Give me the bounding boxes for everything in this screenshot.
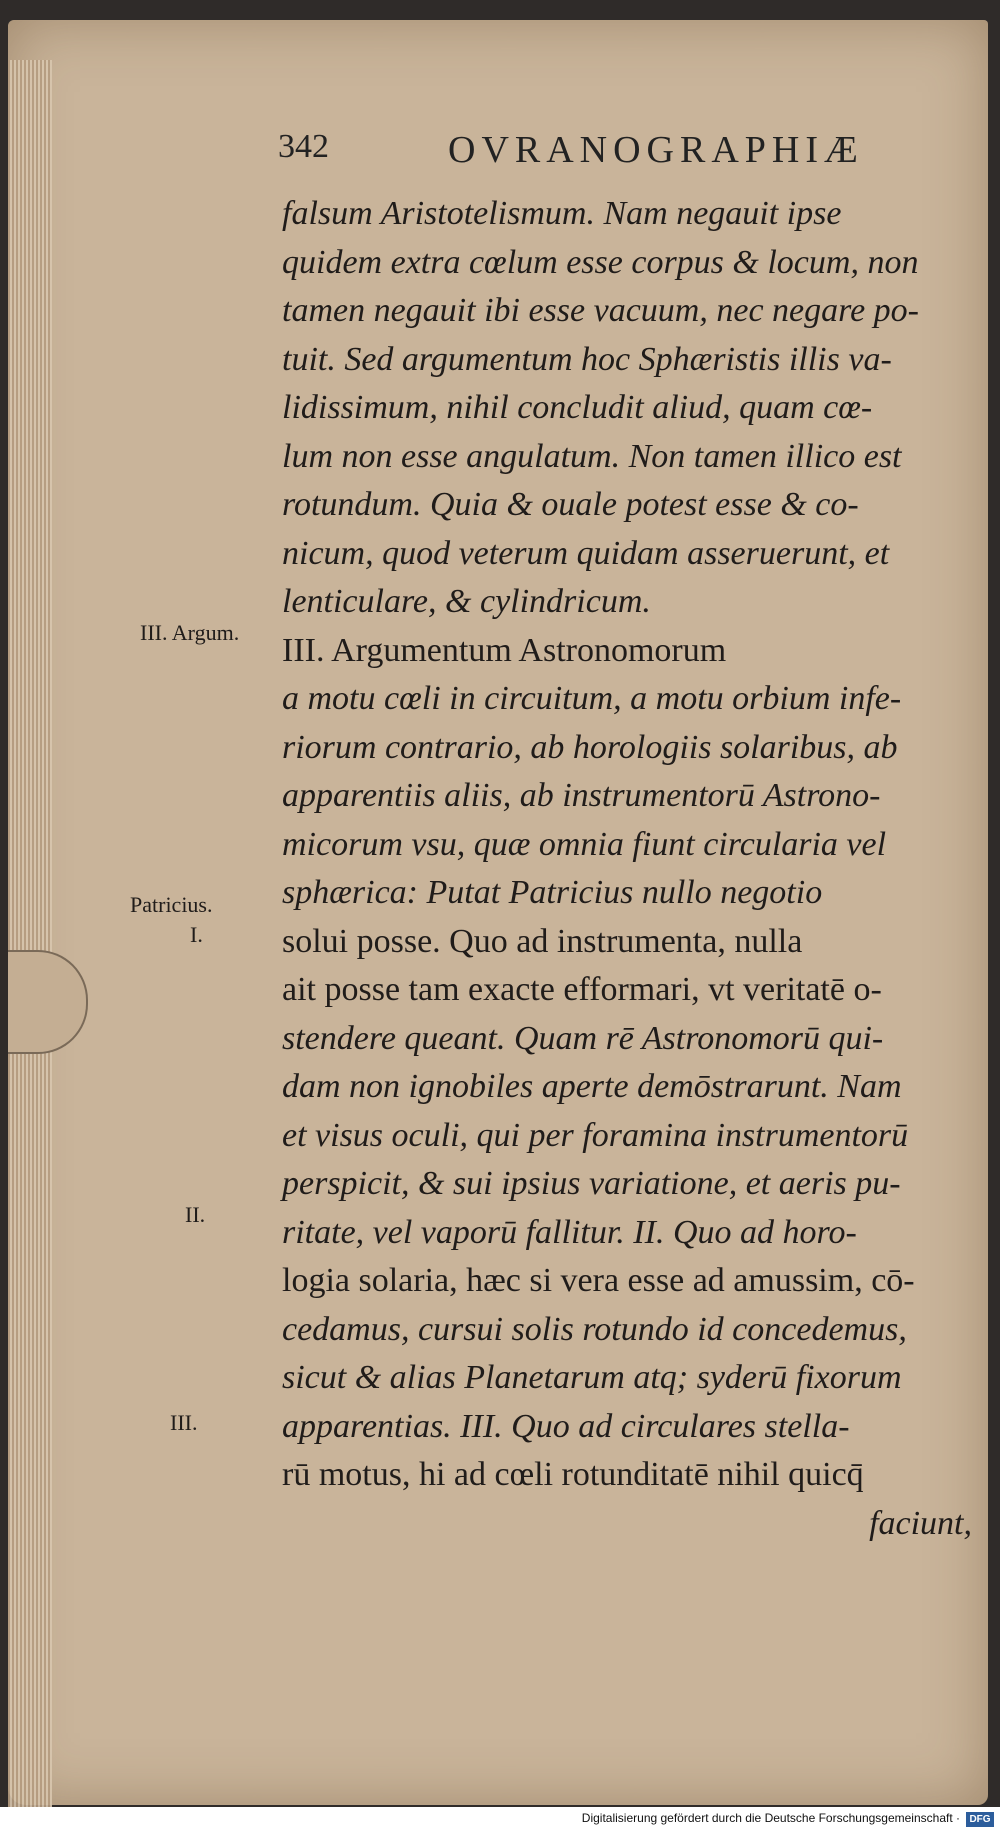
text-line: dam non ignobiles aperte demōstrarunt. Nam [282, 1068, 902, 1105]
text-line: stendere queant. Quam rē Astronomorū qui- [282, 1019, 884, 1057]
text-body [282, 190, 972, 1548]
text-line: nicum, quod veterum quidam asseruerunt, et [282, 534, 890, 572]
running-title: OVRANOGRAPHIÆ [448, 129, 864, 171]
marginal-note: Patricius. [130, 892, 213, 917]
text-line: apparentias. III. Quo ad circulares stella- [282, 1407, 850, 1445]
page-number: 342 [278, 128, 329, 165]
text-line: lenticulare, & cylindricum. [282, 583, 651, 620]
page-edge [8, 60, 52, 1820]
text-line: a motu cœli in circuitum, a motu orbium infe- [282, 680, 902, 717]
dfg-logo: DFG [966, 1812, 994, 1827]
catchword: faciunt, [869, 1504, 972, 1542]
text-line: logia solaria, hæc si vera esse ad amussim, cō- [282, 1262, 915, 1299]
page-tab [8, 950, 88, 1054]
text-line: quidem extra cœlum esse corpus & locum, non [282, 243, 919, 281]
text-line: tuit. Sed argumentum hoc Sphæristis illis va- [282, 340, 892, 378]
footer-credit: Digitalisierung gefördert durch die Deutsche Forschungsgemeinschaft · [581, 1811, 960, 1825]
digitization-footer [0, 1807, 1000, 1833]
text-line: tamen negauit ibi esse vacuum, nec negare po- [282, 292, 920, 329]
text-line: falsum Aristotelismum. Nam negauit ipse [282, 195, 842, 232]
text-line: sphærica: Putat Patricius nullo negotio [282, 874, 823, 911]
text-line: micorum vsu, quæ omnia fiunt circularia vel [282, 825, 887, 863]
text-line: perspicit, & sui ipsius variatione, et aeris pu- [282, 1165, 901, 1202]
text-line: lidissimum, nihil concludit aliud, quam cœ- [282, 389, 873, 426]
text-line: III. Argumentum Astronomorum [282, 631, 727, 669]
text-line: cedamus, cursui solis rotundo id concedemus, [282, 1310, 907, 1348]
text-line: ritate, vel vaporū fallitur. II. Quo ad horo- [282, 1213, 857, 1251]
marginal-note: II. [185, 1202, 206, 1227]
marginal-note: III. [170, 1410, 198, 1435]
text-line: riorum contrario, ab horologiis solaribus, ab [282, 728, 898, 766]
text-line: ait posse tam exacte efformari, vt veritatē o- [282, 971, 882, 1008]
marginal-note: I. [190, 922, 203, 947]
text-line: rū motus, hi ad cœli rotunditatē nihil quicq̄ [282, 1456, 864, 1493]
text-line: sicut & alias Planetarum atq; syderū fixorum [282, 1359, 902, 1396]
text-line: lum non esse angulatum. Non tamen illico est [282, 437, 902, 475]
text-line: et visus oculi, qui per foramina instrumentorū [282, 1116, 909, 1154]
text-line: apparentiis aliis, ab instrumentorū Astrono- [282, 777, 881, 814]
marginal-note: III. Argum. [140, 620, 240, 645]
text-line: solui posse. Quo ad instrumenta, nulla [282, 922, 803, 960]
text-line: rotundum. Quia & ouale potest esse & co- [282, 486, 859, 523]
